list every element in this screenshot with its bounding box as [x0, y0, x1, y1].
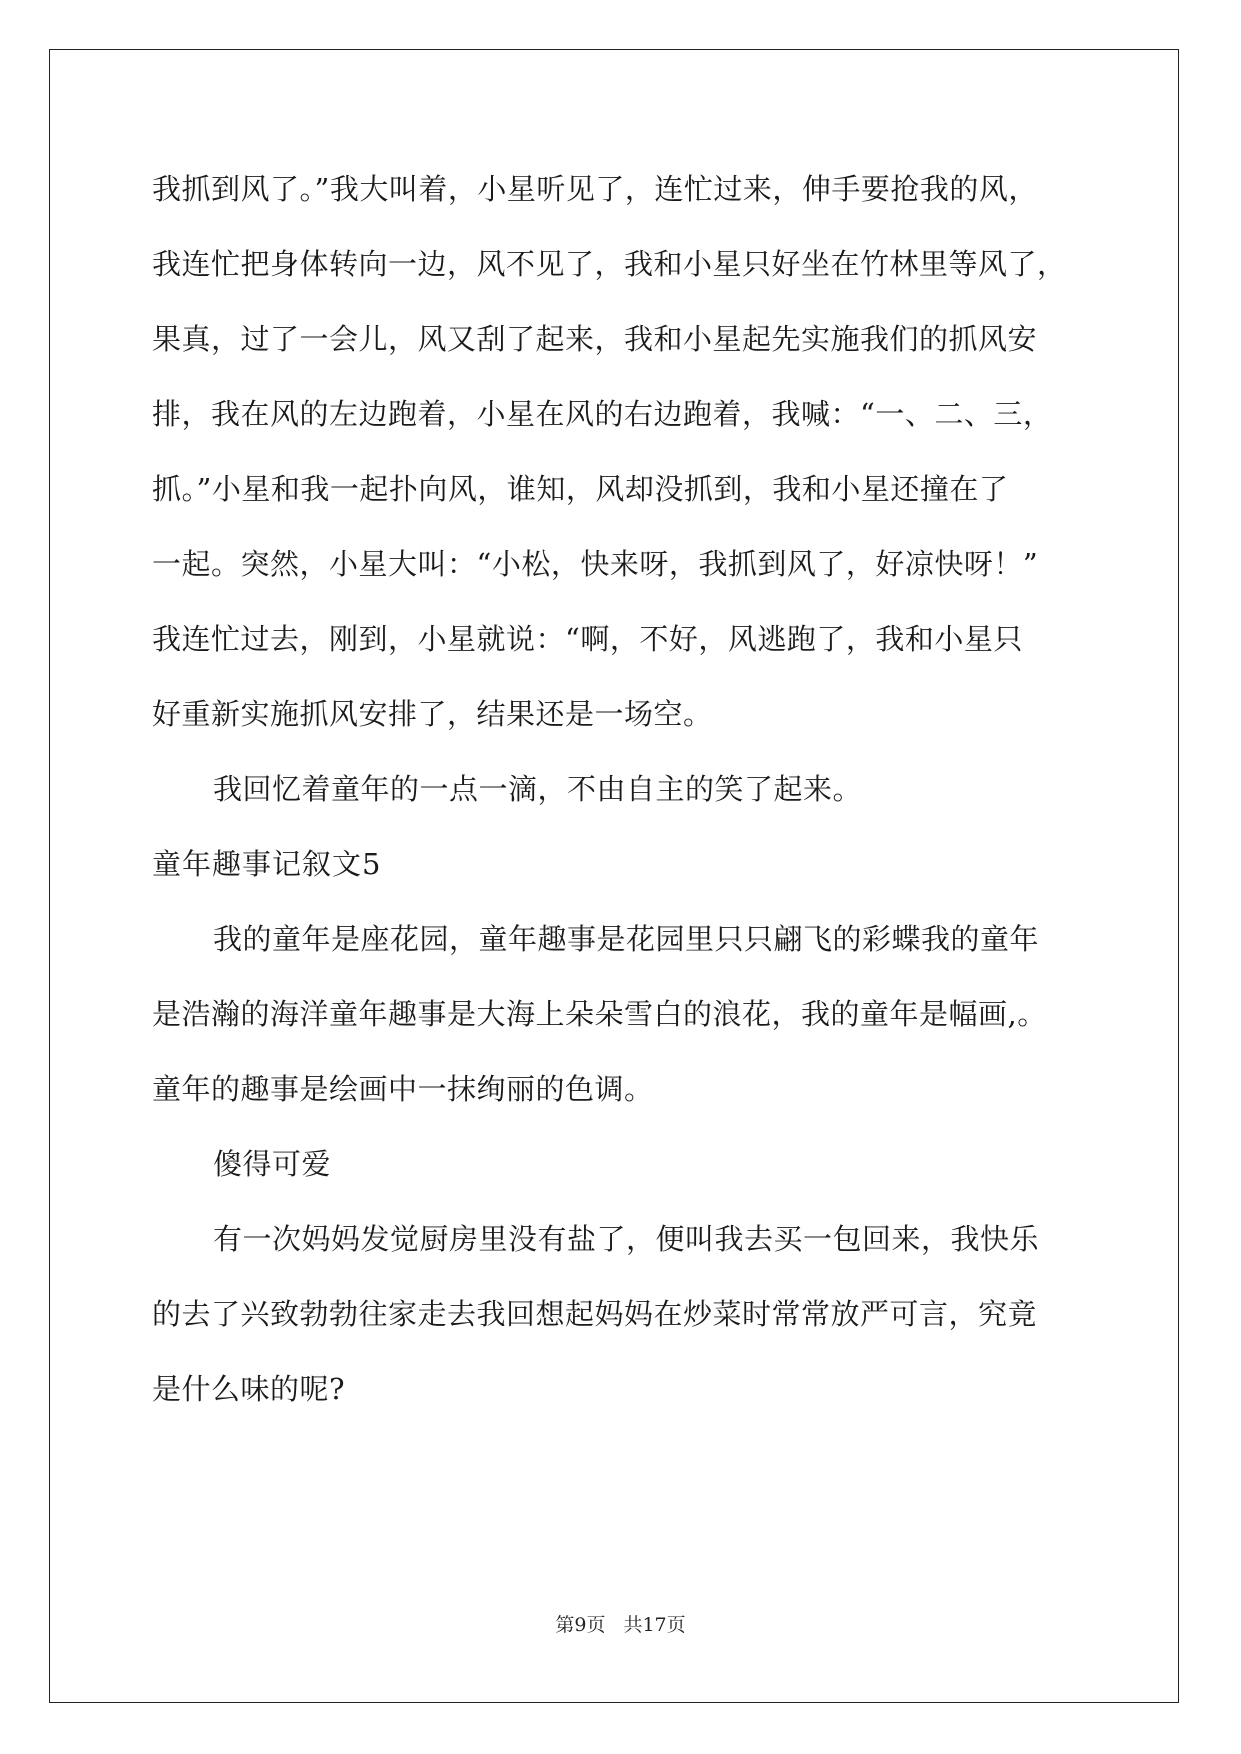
text-line: 排，我在风的左边跑着，小星在风的右边跑着，我喊：“一、二、三， — [152, 397, 1053, 431]
text-line: 果真，过了一会儿，风又刮了起来，我和小星起先实施我们的抓风安 — [152, 322, 1038, 356]
text-line: 是浩瀚的海洋童年趣事是大海上朵朵雪白的浪花，我的童年是幅画,。 — [152, 997, 1047, 1031]
page-footer — [0, 1613, 1241, 1637]
page-number: 第9页 — [555, 1614, 606, 1636]
page-total: 共17页 — [623, 1614, 686, 1636]
paragraph-line: 我的童年是座花园，童年趣事是花园里只只翩飞的彩蝶我的童年 — [213, 922, 1040, 956]
text-line: 我连忙把身体转向一边，风不见了，我和小星只好坐在竹林里等风了， — [152, 247, 1067, 281]
subheading-line: 傻得可爱 — [213, 1147, 332, 1181]
text-line: 抓。”小星和我一起扑向风，谁知，风却没抓到，我和小星还撞在了 — [152, 472, 1009, 506]
text-line: 我抓到风了。”我大叫着，小星听见了，连忙过来，伸手要抢我的风， — [152, 172, 1038, 206]
section-heading: 童年趣事记叙文5 — [152, 847, 382, 881]
paragraph-line: 我回忆着童年的一点一滴，不由自主的笑了起来。 — [213, 772, 863, 806]
document-body — [152, 160, 1097, 1435]
text-line: 是什么味的呢? — [152, 1372, 346, 1406]
text-line: 我连忙过去，刚到，小星就说：“啊，不好，风逃跑了，我和小星只 — [152, 622, 1023, 656]
text-line: 童年的趣事是绘画中一抹绚丽的色调。 — [152, 1072, 654, 1106]
text-line: 的去了兴致勃勃往家走去我回想起妈妈在炒菜时常常放严可言，究竟 — [152, 1297, 1038, 1331]
text-line: 好重新实施抓风安排了，结果还是一场空。 — [152, 697, 713, 731]
text-line: 一起。突然，小星大叫：“小松，快来呀，我抓到风了，好凉快呀！” — [152, 547, 1039, 581]
paragraph-line: 有一次妈妈发觉厨房里没有盐了，便叫我去买一包回来，我快乐 — [213, 1222, 1040, 1256]
